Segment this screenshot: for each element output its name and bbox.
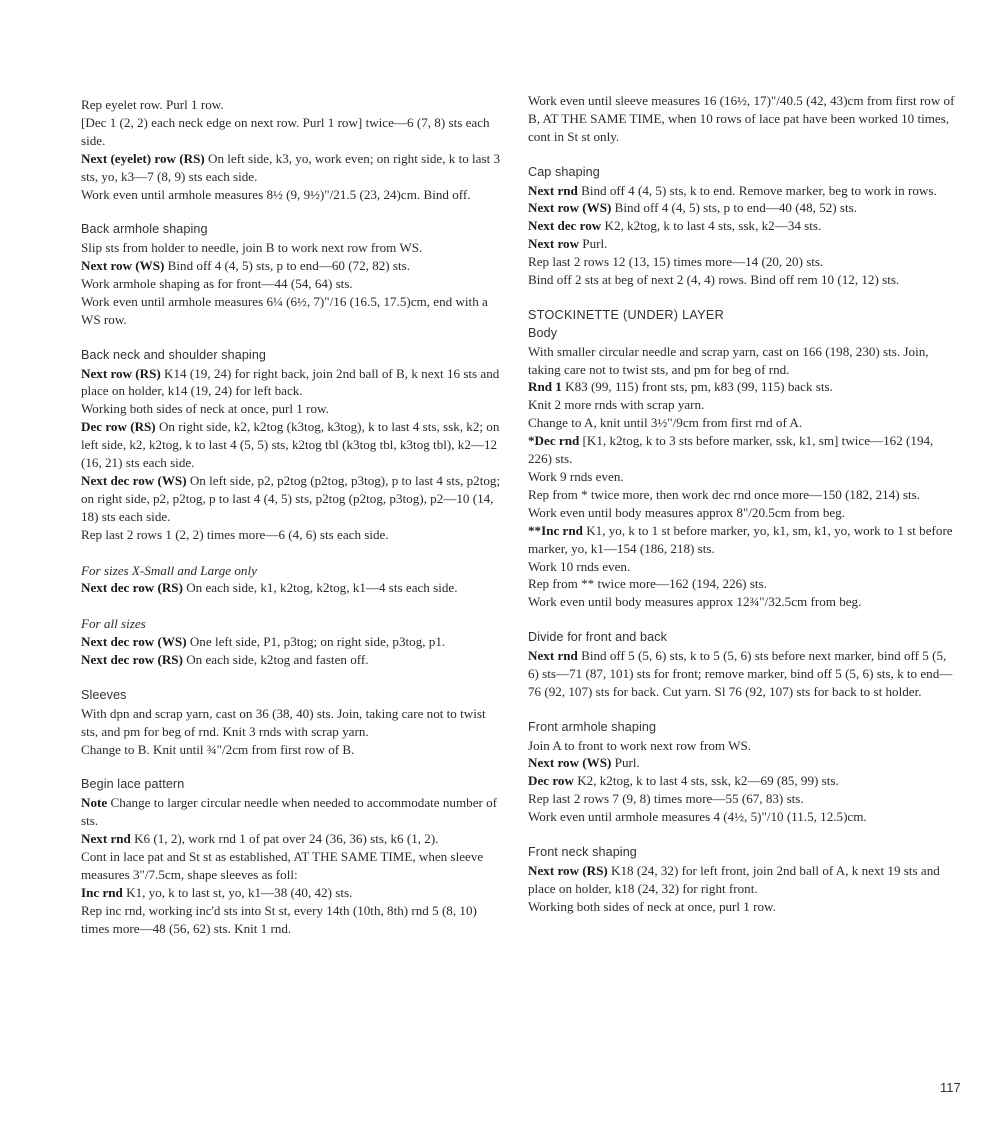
instruction-line: Rep last 2 rows 12 (13, 15) times more—14 (20, 20) sts. [528,254,824,270]
instruction-line: Knit 2 more rnds with scrap yarn. [528,397,705,413]
instruction-line: Next rnd Bind off 4 (4, 5) sts, k to end. Remove marker, beg to work in rows. [528,182,937,198]
page-number: 117 [940,1080,961,1095]
left-column [81,96,501,955]
instruction-line: Work even until body measures approx 8"/20.5cm from beg. [528,504,846,520]
instruction-line: Work even until armhole measures 6¼ (6½, 7)"/16 (16.5, 17.5)cm, end with a WS row. [81,293,488,327]
instruction-line: Work 10 rnds even. [528,558,631,574]
instruction-line: Work even until armhole measures 8½ (9, 9½)"/21.5 (23, 24)cm. Bind off. [81,186,471,202]
instruction-line: Slip sts from holder to needle, join B to work next row from WS. [81,240,423,256]
instruction-line: Rep eyelet row. Purl 1 row. [81,97,224,112]
row-label: Next dec row (RS) [81,580,183,596]
instruction-line: [Dec 1 (2, 2) each neck edge on next row. Purl 1 row] twice—6 (7, 8) sts each side. [81,114,490,148]
instruction-line: Inc rnd K1, yo, k to last st, yo, k1—38 (40, 42) sts. [81,884,353,900]
instruction-line: Next row (WS) Bind off 4 (4, 5) sts, p to end—40 (48, 52) sts. [528,200,858,216]
instruction-line: *Dec rnd [K1, k2tog, k to 3 sts before marker, ssk, k1, sm] twice—162 (194, 226) sts. [528,433,934,467]
section-heading: Back armhole shaping [81,222,208,237]
instruction-line: Rep inc rnd, working inc'd sts into St st, every 14th (10th, 8th) rnd 5 (8, 10) times more—48 (56, 62) sts. Knit 1 rnd. [81,902,477,936]
row-label: Inc rnd [81,884,123,900]
body-section [528,325,958,612]
row-label: Dec row [528,773,574,789]
section-heading: Divide for front and back [528,630,668,645]
row-label: Next rnd [528,182,578,198]
section-heading: Front armhole shaping [528,719,657,734]
section-heading: Begin lace pattern [81,777,185,792]
size-subheading: For all sizes [81,616,146,632]
row-label: Next row (RS) [81,365,161,381]
right-column [528,92,958,934]
row-label: Next (eyelet) row (RS) [81,150,205,166]
lace-section [81,776,501,937]
instruction-line: Bind off 2 sts at beg of next 2 (4, 4) rows. Bind off rem 10 (12, 12) sts. [528,272,900,288]
section-heading: Cap shaping [528,164,600,179]
row-label: Dec row (RS) [81,419,156,435]
stockinette-section [528,307,958,325]
row-label: **Inc rnd [528,522,583,538]
instruction-line: Next row (WS) Purl. [528,755,640,771]
sleeve-intro-section [528,92,958,146]
row-label: Next dec row (WS) [81,634,187,650]
section-heading: Body [528,325,558,340]
row-label: Next row (WS) [528,200,612,216]
xs-large-section [81,562,501,598]
instruction-line: Next dec row (RS) On each side, k1, k2tog, k2tog, k1—4 sts each side. [81,580,458,596]
instruction-line: Next dec row (WS) One left side, P1, p3tog; on right side, p3tog, p1. [81,634,446,650]
instruction-line: Work even until armhole measures 4 (4½, 5)"/10 (11.5, 12.5)cm. [528,809,867,825]
instruction-line: Change to A, knit until 3½"/9cm from first rnd of A. [528,415,803,431]
row-label: Next dec row (RS) [81,652,183,668]
instruction-line: Rep from ** twice more—162 (194, 226) sts. [528,576,767,592]
instruction-line: Next dec row K2, k2tog, k to last 4 sts, ssk, k2—34 sts. [528,218,822,234]
instruction-line: Work even until sleeve measures 16 (16½, 17)"/40.5 (42, 43)cm from first row of B, AT THE SAME TIME, when 10 rows of lace pat have been worked 10 times, cont in St st only. [528,93,955,144]
instruction-line: Change to B. Knit until ¾"/2cm from first row of B. [81,741,355,757]
row-label: Next rnd [81,831,131,847]
section-heading: Sleeves [81,687,127,702]
instruction-line: Next rnd K6 (1, 2), work rnd 1 of pat over 24 (36, 36) sts, k6 (1, 2). [81,831,439,847]
instruction-line: Join A to front to work next row from WS. [528,737,752,753]
instruction-line: Note Change to larger circular needle when needed to accommodate number of sts. [81,795,498,829]
instruction-line: Next row (RS) K14 (19, 24) for right back, join 2nd ball of B, k next 16 sts and place on holder, k14 (19, 24) for left back. [81,365,500,399]
intro-section [81,96,501,203]
instruction-line: Next dec row (WS) On left side, p2, p2tog (p2tog, p3tog), p to last 4 sts, p2tog; on right side, p2, p2tog, p to last 4 (4, 5) sts, p2tog (p2tog, p3tog), p2—10 (14, 18) sts each side. [81,473,501,524]
instruction-line: Next dec row (RS) On each side, k2tog and fasten off. [81,652,369,668]
instruction-line: Next (eyelet) row (RS) On left side, k3, yo, work even; on right side, k to last 3 sts, yo, k3—7 (8, 9) sts each side. [81,150,501,184]
instruction-line: **Inc rnd K1, yo, k to 1 st before marker, yo, k1, sm, k1, yo, work to 1 st before marker, yo, k1—154 (186, 218) sts. [528,522,953,556]
instruction-line: Rnd 1 K83 (99, 115) front sts, pm, k83 (99, 115) back sts. [528,379,833,395]
instruction-line: Working both sides of neck at once, purl 1 row. [81,401,329,417]
instruction-line: Next row (RS) K18 (24, 32) for left front, join 2nd ball of A, k next 19 sts and place on holder, k18 (24, 32) for right front. [528,862,940,896]
instruction-line: Dec row (RS) On right side, k2, k2tog (k3tog, k3tog), k to last 4 sts, ssk, k2; on left side, k2, k2tog, k to last 4 (5, 5) sts, k2tog tbl (k3tog tbl, k3tog tbl), k2—12 (16, 21) sts each side. [81,419,500,471]
row-label: Next dec row [528,218,602,234]
instruction-line: Next rnd Bind off 5 (5, 6) sts, k to 5 (5, 6) sts before next marker, bind off 5 (5, 6) sts—71 (87, 101) sts for front; remove marker, bind off 5 (5, 6) sts, k to end—76 (92, 107) sts for back. Cut yarn. Sl 76 (92, 107) sts for back to st holder. [528,648,953,699]
cap-shaping-section [528,164,958,289]
row-label: *Dec rnd [528,433,580,449]
row-label: Note [81,795,108,811]
divide-section [528,629,958,701]
instruction-line: With dpn and scrap yarn, cast on 36 (38, 40) sts. Join, taking care not to twist sts, and pm for beg of rnd. Knit 3 rnds with scrap yarn. [81,705,486,739]
row-label: Next row (WS) [81,258,165,274]
front-neck-section [528,844,958,916]
back-neck-section [81,347,501,544]
section-heading: Front neck shaping [528,844,637,859]
instruction-line: Next row Purl. [528,236,608,252]
instruction-line: Next row (WS) Bind off 4 (4, 5) sts, p to end—60 (72, 82) sts. [81,258,411,274]
row-label: Next rnd [528,648,578,664]
row-label: Next dec row (WS) [81,473,187,488]
size-subheading: For sizes X-Small and Large only [81,562,257,578]
row-label: Next row (WS) [528,755,612,771]
instruction-line: With smaller circular needle and scrap yarn, cast on 166 (198, 230) sts. Join, taking care not to twist sts, and pm for beg of rnd. [528,343,929,377]
section-heading: Back neck and shoulder shaping [81,347,267,362]
major-heading: STOCKINETTE (UNDER) LAYER [528,307,724,322]
instruction-line: Work even until body measures approx 12¾"/32.5cm from beg. [528,594,862,610]
instruction-line: Rep last 2 rows 1 (2, 2) times more—6 (4, 6) sts each side. [81,526,389,542]
front-armhole-section [528,719,958,826]
instruction-line: Cont in lace pat and St st as established, AT THE SAME TIME, when sleeve measures 3"/7.5cm, shape sleeves as foll: [81,848,484,882]
back-armhole-section [81,221,501,328]
all-sizes-section [81,615,501,669]
instruction-line: Working both sides of neck at once, purl 1 row. [528,898,776,914]
instruction-line: Work armhole shaping as for front—44 (54, 64) sts. [81,276,353,292]
row-label: Rnd 1 [528,379,562,395]
sleeves-section [81,687,501,759]
instruction-line: Rep from * twice more, then work dec rnd once more—150 (182, 214) sts. [528,486,920,502]
instruction-line: Dec row K2, k2tog, k to last 4 sts, ssk, k2—69 (85, 99) sts. [528,773,839,789]
row-label: Next row (RS) [528,862,608,878]
instruction-line: Work 9 rnds even. [528,469,624,484]
instruction-line: Rep last 2 rows 7 (9, 8) times more—55 (67, 83) sts. [528,791,804,807]
row-label: Next row [528,236,580,252]
